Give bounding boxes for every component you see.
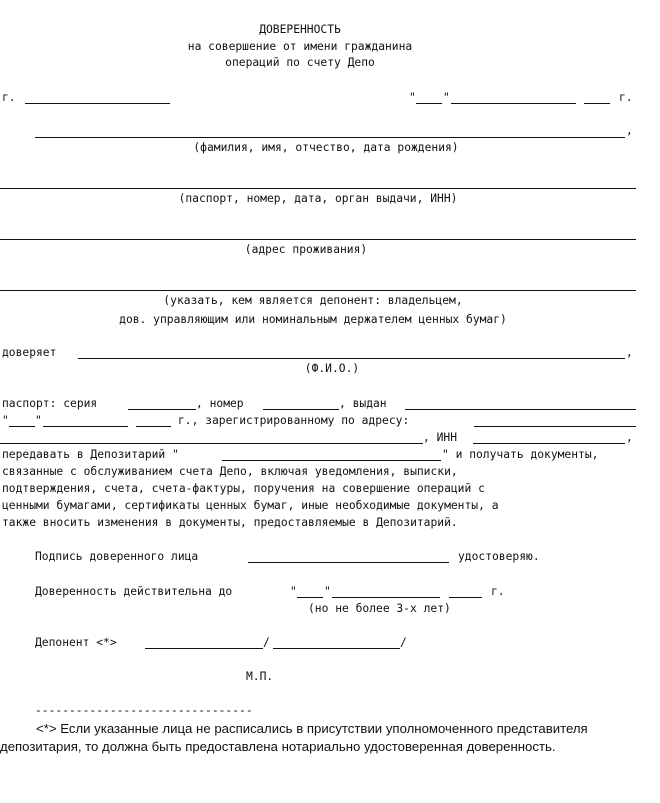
passport-series-label: паспорт: серия bbox=[2, 397, 98, 410]
transfer-suffix: " и получать документы, bbox=[442, 448, 599, 461]
validity-quote-close: " bbox=[324, 585, 331, 598]
signature-field[interactable] bbox=[248, 562, 449, 563]
city-field[interactable] bbox=[25, 103, 170, 104]
transfer-prefix: передавать в Депозитарий " bbox=[2, 448, 179, 461]
registration-label: г., зарегистрированному по адресу: bbox=[178, 414, 410, 427]
principal-passport-field[interactable] bbox=[0, 188, 636, 189]
footnote-line-1: <*> Если указанные лица не расписались в присутствии уполномоченного представителя bbox=[36, 721, 588, 736]
passport-issued-label: , выдан bbox=[339, 397, 387, 410]
comma: , bbox=[626, 431, 633, 444]
inn-label: , ИНН bbox=[423, 431, 458, 444]
issue-quote-open: " bbox=[2, 414, 9, 427]
issue-year-field[interactable] bbox=[136, 426, 171, 427]
passport-number-field[interactable] bbox=[263, 409, 339, 410]
body-line-1: связанные с обслуживанием счета Депо, включая уведомления, выписки, bbox=[2, 465, 458, 478]
date-day-field[interactable] bbox=[416, 103, 442, 104]
inn-field[interactable] bbox=[473, 443, 625, 444]
city-prefix: г. bbox=[2, 91, 16, 104]
validity-quote-open: " bbox=[290, 585, 297, 598]
passport-caption: (паспорт, номер, дата, орган выдачи, ИНН) bbox=[178, 192, 458, 205]
signature-label: Подпись доверенного лица bbox=[35, 550, 199, 563]
depositor-name-field[interactable] bbox=[273, 648, 400, 649]
validity-year-field[interactable] bbox=[449, 597, 482, 598]
comma: , bbox=[626, 346, 633, 359]
trustee-fio-caption: (Ф.И.О.) bbox=[304, 362, 360, 375]
issue-day-field[interactable] bbox=[9, 426, 35, 427]
depositor-label: Депонент <*> bbox=[35, 636, 117, 649]
date-quote-close: " bbox=[443, 91, 450, 104]
depositor-slash: / bbox=[400, 636, 407, 649]
depositor-signature-field[interactable] bbox=[145, 648, 263, 649]
issue-quote-close: " bbox=[35, 414, 42, 427]
body-line-2: подтверждения, счета, счета-фактуры, поручения на совершение операций с bbox=[2, 482, 485, 495]
validity-year-suffix: г. bbox=[491, 585, 505, 598]
registration-address-field[interactable] bbox=[474, 426, 636, 427]
trustee-fio-field[interactable] bbox=[78, 358, 625, 359]
date-year-suffix: г. bbox=[619, 91, 633, 104]
depository-name-field[interactable] bbox=[222, 460, 441, 461]
footnote-line-2: депозитария, то должна быть предоставлена нотариально удостоверенная доверенность. bbox=[0, 739, 556, 754]
validity-day-field[interactable] bbox=[297, 597, 323, 598]
registration-address-field-2[interactable] bbox=[0, 443, 423, 444]
principal-fio-field[interactable] bbox=[35, 137, 625, 138]
document-subtitle-2: операций по счету Депо bbox=[225, 56, 375, 69]
passport-issued-field[interactable] bbox=[405, 409, 636, 410]
fio-caption: (фамилия, имя, отчество, дата рождения) bbox=[193, 141, 459, 154]
body-line-3: ценными бумагами, сертификаты ценных бумаг, иные необходимые документы, а bbox=[2, 499, 499, 512]
date-month-field[interactable] bbox=[451, 103, 576, 104]
passport-number-label: , номер bbox=[196, 397, 244, 410]
validity-month-field[interactable] bbox=[332, 597, 440, 598]
document-title: ДОВЕРЕННОСТЬ bbox=[259, 23, 341, 36]
role-caption-2: дов. управляющим или номинальным держателем ценных бумаг) bbox=[119, 313, 507, 326]
validity-note: (но не более 3-х лет) bbox=[308, 602, 451, 615]
footnote-separator: -------------------------------- bbox=[35, 704, 253, 717]
comma: , bbox=[626, 124, 633, 137]
document-subtitle-1: на совершение от имени гражданина bbox=[187, 40, 413, 53]
validity-label: Доверенность действительна до bbox=[35, 585, 233, 598]
passport-series-field[interactable] bbox=[128, 409, 196, 410]
issue-month-field[interactable] bbox=[43, 426, 128, 427]
address-caption: (адрес проживания) bbox=[244, 243, 368, 256]
trustee-label: доверяет bbox=[2, 346, 57, 359]
date-year-field[interactable] bbox=[584, 103, 610, 104]
principal-role-field[interactable] bbox=[0, 290, 636, 291]
depositor-slash: / bbox=[263, 636, 270, 649]
body-line-4: также вносить изменения в документы, предоставляемые в Депозитарий. bbox=[2, 516, 458, 529]
stamp-mark: М.П. bbox=[246, 670, 274, 683]
date-quote-open: " bbox=[409, 91, 416, 104]
role-caption-1: (указать, кем является депонент: владельцем, bbox=[163, 294, 463, 307]
signature-certify: удостоверяю. bbox=[458, 550, 540, 563]
principal-address-field[interactable] bbox=[0, 239, 636, 240]
